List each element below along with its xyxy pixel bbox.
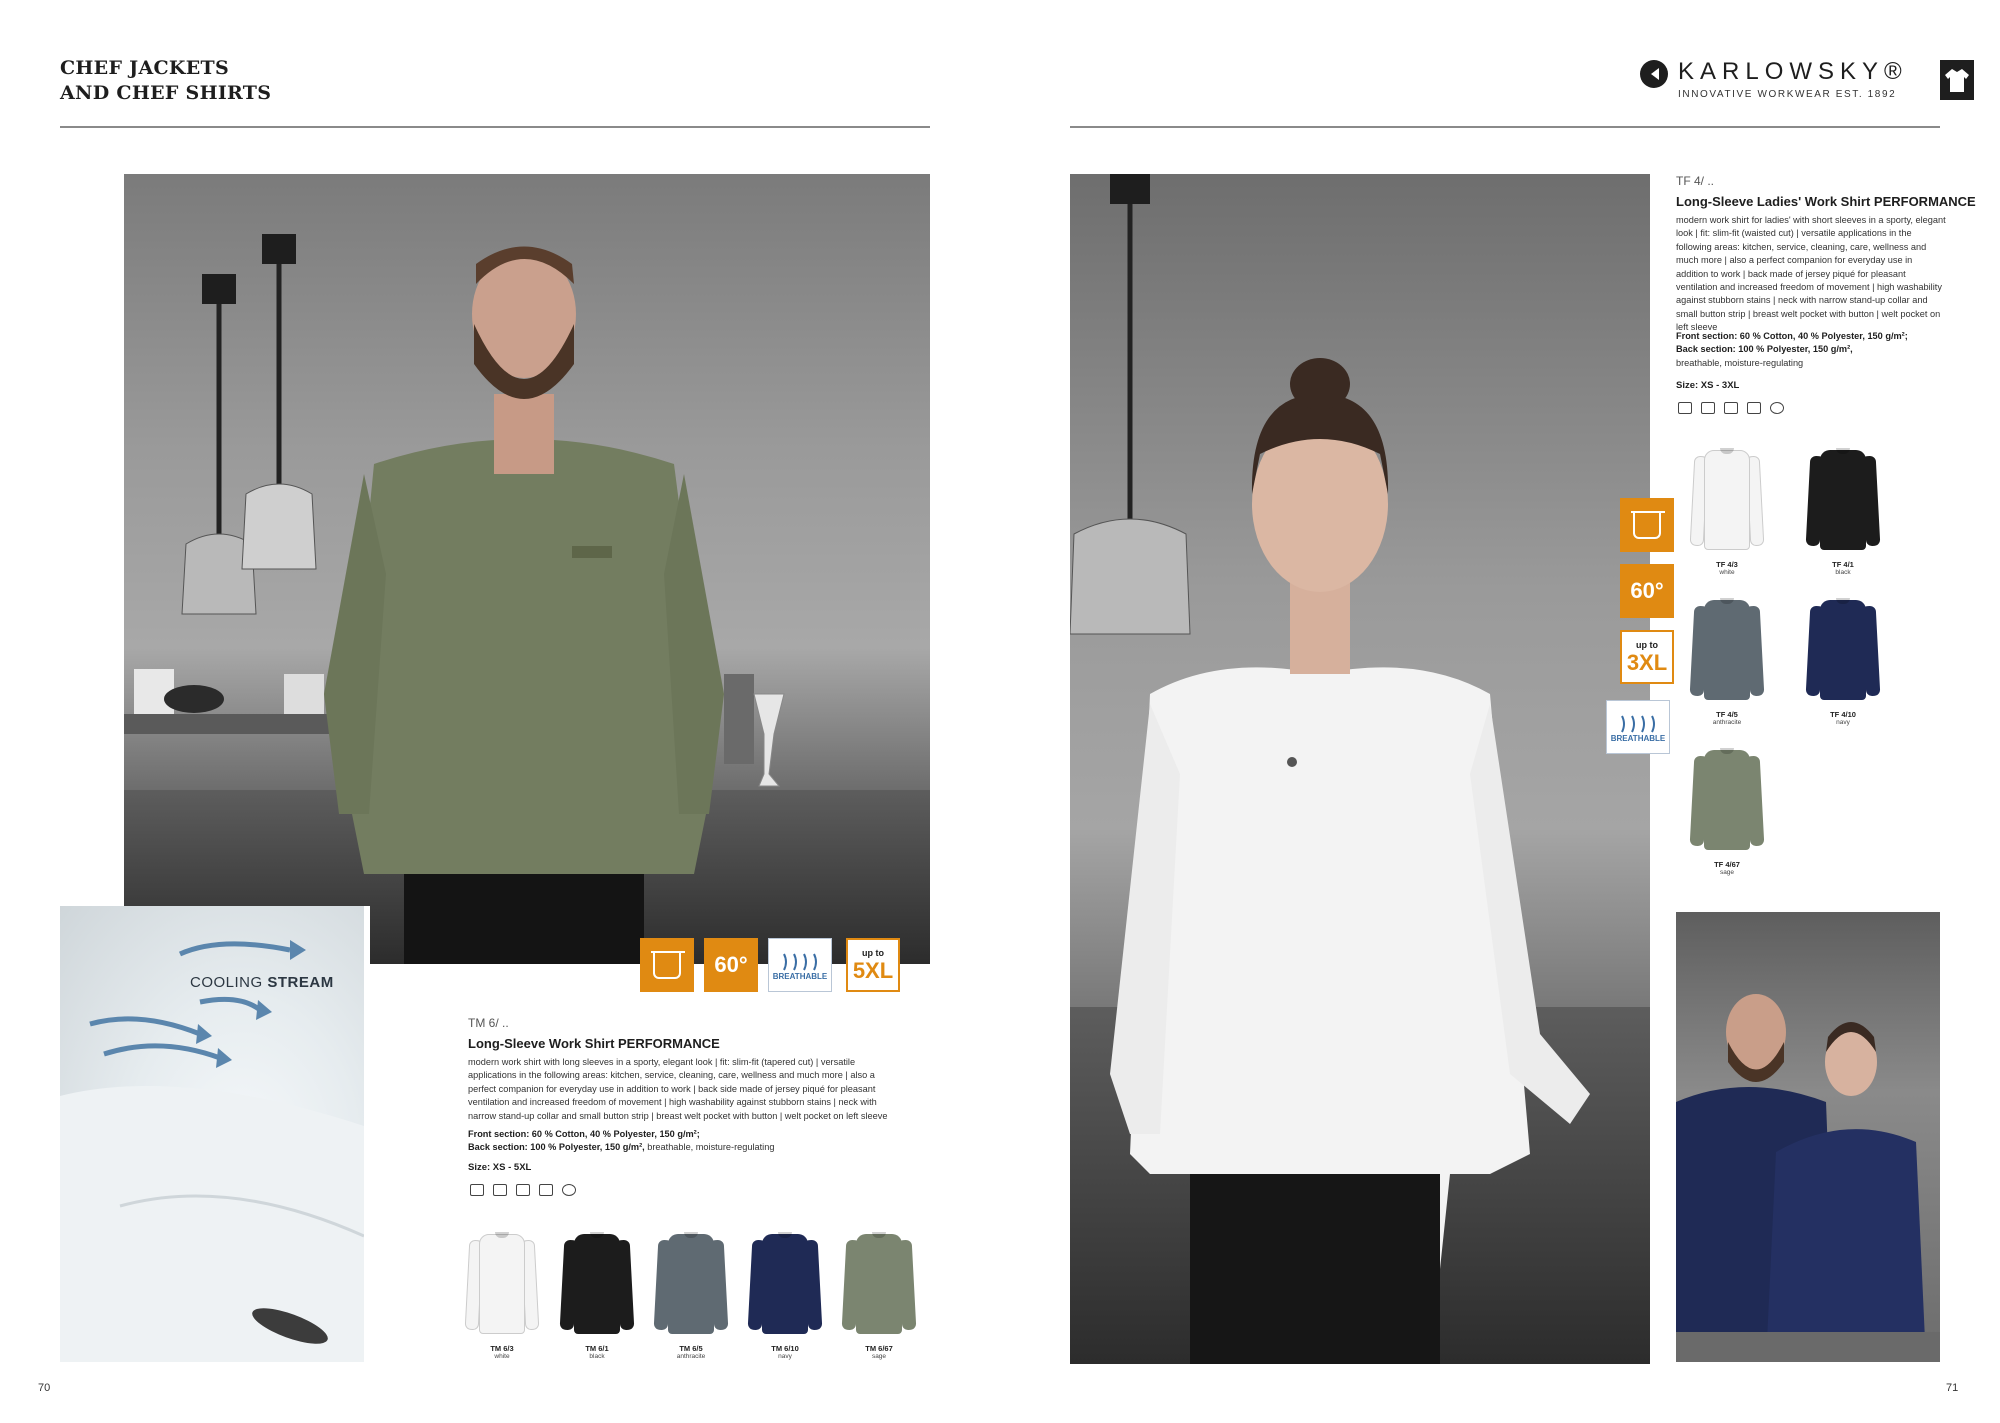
shirt-icon [1690,444,1764,554]
header-rule-right [1070,126,1940,128]
brand-name: KARLOWSKY® [1678,58,1908,85]
brand-logo [1640,60,1930,104]
variant-code: TF 4/67 [1714,860,1740,869]
iron-icon [1747,402,1761,414]
breathable-label: BREATHABLE [1610,733,1666,743]
wash-60-icon [1678,402,1692,414]
variant-code: TF 4/1 [1832,560,1854,569]
left-product-size: Size: XS - 5XL [468,1162,532,1173]
shirt-icon [1806,444,1880,554]
right-product-description: modern work shirt for ladies' with short sleeves in a sporty, elegant look | fit: slim-fit (waisted cut) | versatile applications in the following areas: kitchen, service, cleaning, care, wellness and much more | also a perfect companion for everyday use in addition to work | back made of jersey piqué for pleasant ventilation and increased freedom of movement | high washability against stubborn stains | neck with narrow stand-up collar and small button strip | breast welt pocket with button | welt pocket on left sleeve [1676,215,1946,333]
left-product-description: modern work shirt with long sleeves in a sporty, elegant look | fit: slim-fit (tapered cut) | versatile applications in the following areas: kitchen, service, cleaning, care, wellness and much more | also a perfect companion for everyday use in addition to work | back side made of jersey piqué for pleasant ventilation and increased freedom of movement | high washability against stubborn stains | neck with narrow stand-up collar and small button strip | breast welt pocket with button | welt pocket on left sleeve [468,1057,888,1121]
photo-woman-white-shirt [1070,174,1650,1364]
page-number-right: 71 [1946,1382,1959,1394]
max-size-value: 5XL [852,957,894,983]
breathable-badge [768,938,832,992]
dry-clean-p-icon [562,1184,576,1196]
washing-tub-badge [1620,498,1674,552]
header-rule-left [60,126,930,128]
washing-tub-icon [1633,511,1661,539]
variant-color: navy [1836,719,1850,726]
variant-code: TM 6/67 [865,1344,893,1353]
right-variant-sage[interactable] [1688,744,1766,876]
no-bleach-icon [493,1184,507,1196]
shirt-icon [842,1228,916,1338]
breathable-waves-icon [1618,712,1658,734]
variant-color: black [1835,569,1851,576]
left-variant-navy[interactable] [746,1228,824,1360]
variant-color: sage [871,1353,887,1360]
iron-icon [539,1184,553,1196]
left-variant-white[interactable] [463,1228,541,1360]
left-product-code: TM 6/ .. [468,1016,509,1030]
right-variant-navy[interactable] [1804,594,1882,726]
breathable-waves-icon [780,950,820,972]
left-variant-black[interactable] [558,1228,636,1360]
max-size-badge [846,938,900,992]
dry-clean-p-icon [1770,402,1784,414]
left-product-title: Long-Sleeve Work Shirt PERFORMANCE [468,1036,720,1051]
washing-tub-icon [653,951,681,979]
shirt-icon [1806,594,1880,704]
section-title-line1: CHEF JACKETS [60,57,229,79]
right-back-section: Back section: 100 % Polyester, 150 g/m², [1676,344,1853,355]
left-back-extra: breathable, moisture-regulating [644,1142,775,1153]
max-size-badge [1620,630,1674,684]
max-size-up-to: up to [1636,639,1658,650]
stream-word: STREAM [267,974,334,991]
temperature-badge: 60° [1620,564,1674,618]
variant-code: TM 6/3 [490,1344,514,1353]
right-variant-white[interactable] [1688,444,1766,576]
variant-color: navy [778,1353,792,1360]
variant-code: TF 4/10 [1830,710,1856,719]
cooling-stream-label [190,974,334,991]
washing-tub-badge [640,938,694,992]
shirt-icon [1690,594,1764,704]
wash-60-icon [470,1184,484,1196]
variant-code: TF 4/5 [1716,710,1738,719]
photo-man-sage-shirt [124,174,930,964]
brand-tagline: INNOVATIVE WORKWEAR EST. 1892 [1678,89,1897,100]
right-care-symbols [1678,402,1784,414]
left-care-symbols [470,1184,576,1196]
max-size-value: 3XL [1626,649,1668,675]
left-variant-anthracite[interactable] [652,1228,730,1360]
cooling-word: COOLING [190,974,263,991]
right-variant-anthracite[interactable] [1688,594,1766,726]
variant-color: black [589,1353,605,1360]
variant-color: anthracite [676,1353,706,1360]
section-title [60,56,271,106]
right-product-code: TF 4/ .. [1676,174,1715,188]
temperature-badge: 60° [704,938,758,992]
no-bleach-icon [1701,402,1715,414]
left-variant-sage[interactable] [840,1228,918,1360]
variant-code: TM 6/10 [771,1344,799,1353]
right-product-size: Size: XS - 3XL [1676,380,1740,391]
max-size-up-to: up to [862,947,884,958]
right-product-material [1676,330,1946,370]
shirt-icon [465,1228,539,1338]
variant-color: anthracite [1712,719,1742,726]
variant-color: white [494,1353,510,1360]
chef-jacket-icon [1940,60,1974,100]
shirt-icon [654,1228,728,1338]
variant-color: white [1719,569,1735,576]
right-product-title: Long-Sleeve Ladies' Work Shirt PERFORMANCE [1676,194,1976,209]
left-front-section: Front section: 60 % Cotton, 40 % Polyester, 150 g/m²; [468,1129,700,1139]
variant-color: sage [1719,869,1735,876]
photo-cooling-stream [60,906,370,1362]
section-title-line2: AND CHEF SHIRTS [60,82,272,104]
shirt-icon [748,1228,822,1338]
shirt-icon [560,1228,634,1338]
variant-code: TM 6/5 [679,1344,703,1353]
right-back-extra: breathable, moisture-regulating [1676,357,1804,368]
no-tumble-dry-icon [516,1184,530,1196]
no-tumble-dry-icon [1724,402,1738,414]
right-front-section: Front section: 60 % Cotton, 40 % Polyester, 150 g/m²; [1676,331,1908,341]
variant-code: TF 4/3 [1716,560,1738,569]
page-number-left: 70 [38,1382,51,1394]
left-back-section: Back section: 100 % Polyester, 150 g/m², [468,1142,645,1153]
breathable-badge [1606,700,1670,754]
photo-couple-navy-shirts [1676,912,1940,1362]
breathable-label: BREATHABLE [772,971,828,981]
right-variant-black[interactable] [1804,444,1882,576]
left-product-material [468,1128,898,1155]
shirt-icon [1690,744,1764,854]
variant-code: TM 6/1 [585,1344,609,1353]
brand-mark-icon [1640,60,1668,88]
